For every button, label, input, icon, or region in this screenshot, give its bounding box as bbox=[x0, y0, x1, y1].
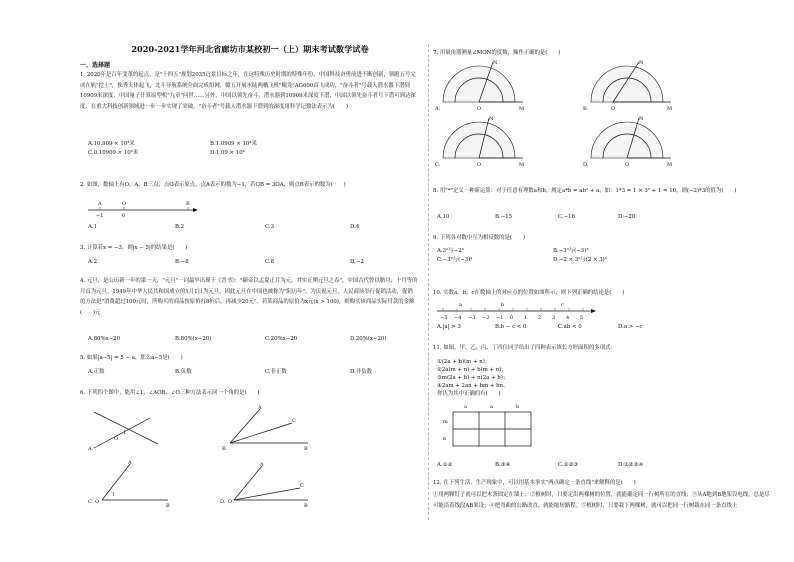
q8-option-a[interactable]: A.10 bbox=[437, 214, 450, 220]
q6-figure-d[interactable] bbox=[220, 460, 310, 510]
q7d-protractor bbox=[591, 122, 663, 158]
q7a-label-o: O bbox=[477, 106, 482, 112]
q7d-label-n: N bbox=[639, 116, 644, 122]
q6b-label-b: B bbox=[304, 446, 308, 452]
q7b-letter: B. bbox=[583, 106, 589, 112]
q7b-protractor bbox=[591, 66, 663, 102]
q5-option-b[interactable]: B.负数 bbox=[175, 369, 192, 375]
q7a-protractor bbox=[443, 66, 515, 102]
q7c-label-n: N bbox=[489, 116, 494, 122]
q10-tick-label: 3 bbox=[552, 315, 556, 321]
q7a-letter: A. bbox=[435, 106, 441, 112]
q4-option-b[interactable]: B.80%(x−20) bbox=[175, 336, 212, 342]
right-column bbox=[433, 0, 773, 562]
q6c-label-a: A bbox=[128, 460, 132, 466]
q2-option-b[interactable]: B.2 bbox=[175, 224, 185, 230]
q7d-label-m: M bbox=[667, 162, 673, 168]
q1-option-b[interactable]: B.1.0909 × 10⁴米 bbox=[210, 141, 257, 147]
q7b-label-o: O bbox=[611, 106, 616, 112]
q7a-label-n: N bbox=[493, 60, 498, 66]
q10-option-b[interactable]: B.b − c < 0 bbox=[495, 324, 527, 330]
q7c-label-o: O bbox=[477, 162, 482, 168]
q11-item-4: ④2am + 2an + bm + bn。 bbox=[437, 383, 509, 389]
q7d-label-o: O bbox=[625, 162, 630, 168]
q6d-ray-1 bbox=[234, 466, 262, 500]
q2-option-a[interactable]: A.1 bbox=[88, 224, 98, 230]
q11-label-a2: a bbox=[490, 404, 493, 410]
q11-label-a1: a bbox=[464, 404, 467, 410]
q11-item-3: ③m(2a + b) + n(2a + b)； bbox=[437, 375, 509, 381]
q6b-label-c: C bbox=[292, 418, 296, 424]
q10-label-a: a bbox=[459, 302, 462, 308]
q2-label-o: O bbox=[122, 201, 127, 207]
q6b-ray-2 bbox=[230, 423, 292, 443]
q6d-label-a: A bbox=[260, 462, 264, 468]
q3-option-a[interactable]: A.2 bbox=[88, 259, 98, 265]
q8-option-c[interactable]: C.−16 bbox=[558, 214, 576, 220]
q6a-label-1: 1 bbox=[123, 430, 127, 436]
q6d-label-c: C bbox=[300, 483, 304, 489]
q7-figure-c[interactable] bbox=[435, 118, 525, 168]
q7c-letter: C. bbox=[435, 162, 441, 168]
q2-option-d[interactable]: D.4 bbox=[350, 224, 360, 230]
q9-option-b[interactable]: B.−3³与(−3)³ bbox=[553, 248, 589, 254]
q11-item-2: ②2a(m + n) + b(m + n)； bbox=[437, 367, 507, 373]
q3-option-b[interactable]: B.−8 bbox=[175, 259, 189, 265]
q2-number-line bbox=[88, 200, 198, 220]
q6d-ray-2 bbox=[234, 488, 300, 500]
q10-axis-arrow bbox=[591, 309, 596, 313]
q10-tick-label: 5 bbox=[580, 315, 584, 321]
q7c-label-m: M bbox=[519, 162, 525, 168]
q10-option-d[interactable]: D.a > −c bbox=[618, 324, 643, 330]
q11-option-a[interactable]: A.①② bbox=[437, 462, 453, 468]
section-heading: 一、选择题 bbox=[80, 62, 111, 69]
q4-option-c[interactable]: C.20%x−20 bbox=[265, 336, 298, 342]
q4-option-a[interactable]: A.80%x−20 bbox=[88, 336, 121, 342]
q3-option-d[interactable]: D.−2 bbox=[350, 259, 364, 265]
q11-label-n: n bbox=[443, 436, 447, 442]
q11-option-b[interactable]: B.③④ bbox=[495, 462, 511, 468]
q2-option-c[interactable]: C.3 bbox=[265, 224, 275, 230]
q7b-label-n: N bbox=[639, 60, 644, 66]
q7a-label-m: M bbox=[519, 106, 525, 112]
q6-figure-c[interactable] bbox=[88, 460, 178, 510]
q11-item-5: 你认为其中正确的有( ) bbox=[437, 391, 501, 397]
q7d-letter: D. bbox=[583, 162, 589, 168]
question-10-stem: 10. 实数a，b，c在数轴上的对应点的位置如图所示，则下列正确的结论是( ) bbox=[433, 290, 625, 296]
q10-number-line bbox=[437, 302, 597, 322]
q9-option-c[interactable]: C.−3²与(−3)² bbox=[437, 257, 473, 263]
q10-tick-label: −3 bbox=[468, 315, 476, 321]
q5-option-a[interactable]: A.正数 bbox=[88, 369, 105, 375]
q10-tick-label: 4 bbox=[566, 315, 570, 321]
question-11-stem: 11. 如图，甲、乙、丙、丁四位同学给出了四种表示该长方形面积的多项式： bbox=[433, 345, 616, 351]
q1-option-c[interactable]: C.0.10909 × 10⁵米 bbox=[88, 150, 139, 156]
q6-figure-b[interactable] bbox=[220, 405, 310, 450]
q6a-line-1 bbox=[94, 412, 158, 444]
q6-figure-a[interactable] bbox=[88, 410, 168, 452]
q6a-label-o: O bbox=[114, 436, 119, 442]
q10-tick-label: 1 bbox=[524, 315, 528, 321]
q6b-label-a: A bbox=[258, 405, 262, 411]
q1-option-a[interactable]: A.10.909 × 10³米 bbox=[88, 141, 135, 147]
q6b-letter: B. bbox=[222, 446, 228, 452]
q2-label-zero: 0 bbox=[122, 213, 126, 219]
q12-items: ①用两颗钉子就可以把木条固定在墙上；②植树时，只要定出两棵树的位置，就能确定同一行树所在的直线；③从A地到B地架设电线，总是尽可能沿着线段AB架设；④把弯曲的公路改直，就能缩短路程。⑤植树时，只要栽下两棵树，就可以把同一行树栽在同一条直线上 bbox=[433, 492, 770, 509]
q10-tick-label: −1 bbox=[496, 315, 504, 321]
question-8-stem: 8. 用"*"定义一种新运算：对于任意有理数a和b，规定a*b = ab² + a，如：1*3 = 1 × 3² + 1 = 10，则(−2)*3的值为( ) bbox=[433, 188, 737, 194]
q3-option-c[interactable]: C.8 bbox=[265, 259, 275, 265]
question-12-stem: 12. 在下列生活、生产现象中，可以用基本事实"两点确定一条直线"来解释的是( ) bbox=[433, 480, 636, 486]
question-3-stem: 3. 计算若x = −3，则|x − 5|的结果是( ) bbox=[80, 245, 188, 251]
q1-option-d[interactable]: D.1.09 × 10⁴ bbox=[210, 150, 245, 156]
q6c-ray bbox=[102, 464, 130, 500]
question-2-stem: 2. 如图，数轴上有O，A，B三点，点O表示原点，点A表示的数为−1，若OB = 3OA，则点B表示的数为( ) bbox=[80, 182, 346, 188]
q2-label-neg1: −1 bbox=[96, 213, 104, 219]
question-6-stem: 6. 下列四个图中，能用∠1，∠AOB，∠O三种方法表示同一个角的是( ) bbox=[80, 390, 260, 396]
q5-option-c[interactable]: C.非正数 bbox=[265, 369, 287, 375]
q7-figure-d[interactable] bbox=[583, 118, 673, 168]
q6d-label-b: B bbox=[304, 503, 308, 509]
q10-ticks bbox=[440, 308, 583, 321]
page-title: 2020-2021学年河北省廊坊市某校初一（上）期末考试数学试卷 bbox=[131, 44, 369, 54]
q8-option-d[interactable]: D.−20 bbox=[618, 214, 636, 220]
question-1-stem: 1. 2020年是百年变革的起点，是"十四五"规划2035远景目标之年，在这特殊历史时期的特殊年份，中国科技奋勇前进不断创新，领跑五号完成在轨"挖土"，独秀天体起飞，北斗导航系统全面完成组网，嫦五开展水陆两栖飞机"鲲龙"AG600首飞成功，"奋斗者"号载人潜水器下潜到10909米深度，中国量子计算原型机"九章"问世……另外，中国以领先奋斗，潜水器到10909米深度下潜，中国以领先奋斗者号下潜可到达深度，在重大科技创新领域进一步一步实现了突破。"奋斗者"号载人潜水器下潜到的深度用科学记数法表示为( ) bbox=[80, 72, 416, 110]
column-divider bbox=[428, 44, 429, 520]
q10-tick-label: 0 bbox=[510, 315, 514, 321]
q5-option-d[interactable]: D.非负数 bbox=[350, 369, 373, 375]
q8-option-b[interactable]: B.−15 bbox=[495, 214, 513, 220]
q10-tick-label: −2 bbox=[482, 315, 490, 321]
q2-axis-arrow bbox=[193, 208, 198, 212]
question-5-stem: 5. 如果|a−5| = 5 − a，那么a−5是( ) bbox=[80, 355, 183, 361]
q6d-label-o: O bbox=[228, 499, 233, 505]
q9-option-a[interactable]: A.3²与−2³ bbox=[437, 248, 464, 254]
q10-label-b: b bbox=[501, 302, 505, 308]
q6c-label-1: 1 bbox=[112, 492, 116, 498]
q11-item-1: ①(2a + b)(m + n)； bbox=[437, 359, 491, 365]
q7-figure-b[interactable] bbox=[583, 62, 673, 112]
q6a-line-2 bbox=[94, 418, 150, 448]
q7-figure-a[interactable] bbox=[435, 62, 525, 112]
q4-option-d[interactable]: D.20%(x−20) bbox=[350, 336, 387, 342]
q10-option-a[interactable]: A.|a| > 3 bbox=[437, 324, 461, 330]
left-column bbox=[80, 0, 420, 562]
q10-label-c: c bbox=[561, 302, 564, 308]
q6d-letter: D. bbox=[220, 499, 226, 505]
q7c-protractor bbox=[443, 122, 515, 158]
q7b-label-m: M bbox=[667, 106, 673, 112]
question-7-stem: 7. 用量角器测量∠MON的度数，操作正确的是( ) bbox=[433, 50, 561, 56]
q6c-letter: C. bbox=[88, 499, 94, 505]
q2-label-a: A bbox=[98, 201, 102, 207]
q11-option-c[interactable]: C.①②③ bbox=[558, 462, 579, 468]
q10-tick-label: −5 bbox=[440, 315, 448, 321]
q11-label-b: b bbox=[516, 404, 520, 410]
question-4-stem: 4. 元旦，是公历新一年的第一天，"元旦"一词最早出现于《晋书》："颛帝以孟夏正月为元，其实正朔元旦之春"，中国古代曾以腊月、十月等的月首为元旦。1949年中华人民共和国成立的1月1日为元旦，因此元旦在中国也被称为"阳历年"。为庆祝元旦，人民商场举行促销活动，促销的方法是"消费超过100元时，所购买的商品按原价打8折后，再减少20元"。若某商品的原价为x元(x > 100)，则购买该商品实际付款的金额( )元 bbox=[80, 278, 418, 316]
q6a-letter: A. bbox=[88, 446, 94, 452]
q6c-label-o: O bbox=[95, 499, 100, 505]
q10-tick-label: −4 bbox=[454, 315, 462, 321]
q10-tick-label: 2 bbox=[538, 315, 542, 321]
q9-option-d[interactable]: D.−2 × 3²与(2 × 3)² bbox=[553, 257, 607, 263]
q11-label-m: m bbox=[443, 419, 448, 425]
q10-option-c[interactable]: C.ab < 0 bbox=[558, 324, 582, 330]
q11-option-d[interactable]: D.①②③④ bbox=[618, 462, 644, 468]
q6c-label-b: B bbox=[166, 503, 170, 509]
q2-label-b: B bbox=[186, 201, 190, 207]
q11-rectangle-figure bbox=[437, 402, 537, 450]
question-9-stem: 9. 下列各对数中互为相反数的是( ) bbox=[433, 235, 525, 241]
